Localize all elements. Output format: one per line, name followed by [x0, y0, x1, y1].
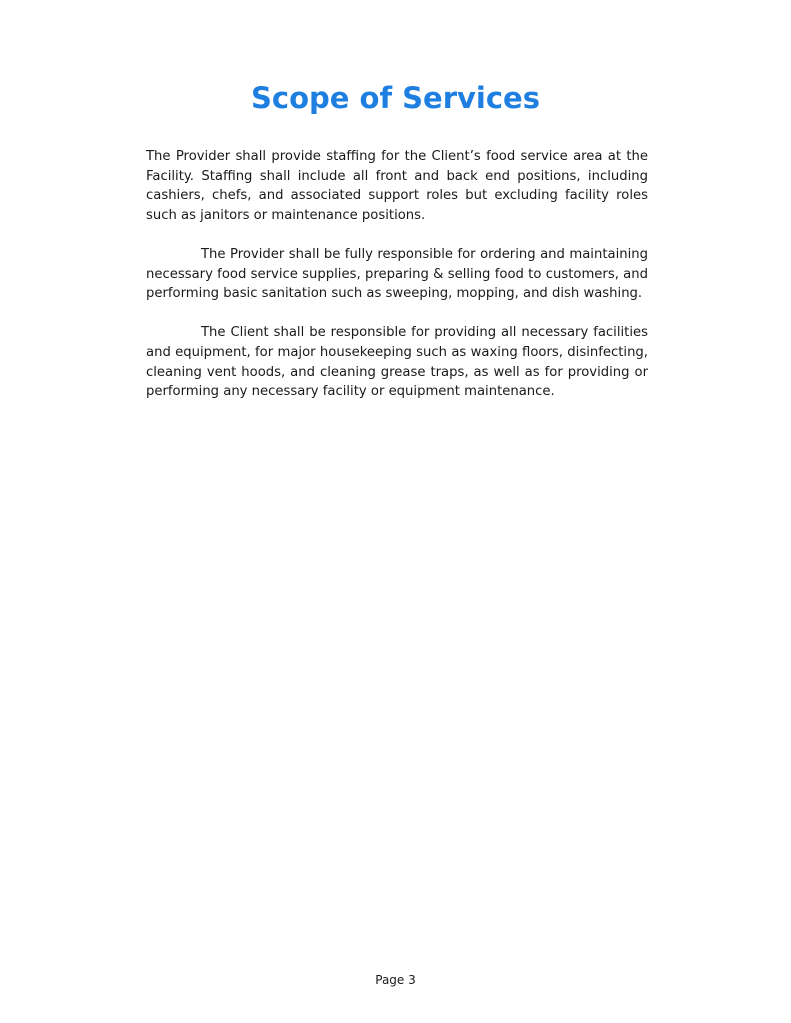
body-text — [146, 147, 648, 421]
paragraph-provider-responsibilities: The Provider shall be fully responsible for ordering and maintaining necessary food service supplies, preparing & selling food to customers, and performing basic sanitation such as sweeping, mopping, and dish washing. — [146, 246, 648, 302]
paragraph-client-responsibilities: The Client shall be responsible for providing all necessary facilities and equipment, for major housekeeping such as waxing floors, disinfecting, cleaning vent hoods, and cleaning grease traps, as well as for providing or performing any necessary facility or equipment maintenance. — [146, 325, 648, 400]
page-number: Page 3 — [375, 973, 416, 987]
paragraph-staffing: The Provider shall provide staffing for the Client’s food service area at the Facility. Staffing shall include all front and back end positions, including cashiers, chefs, and associated support roles but excluding facility roles such as janitors or maintenance positions. — [146, 149, 648, 223]
page-title: Scope of Services — [251, 81, 540, 115]
